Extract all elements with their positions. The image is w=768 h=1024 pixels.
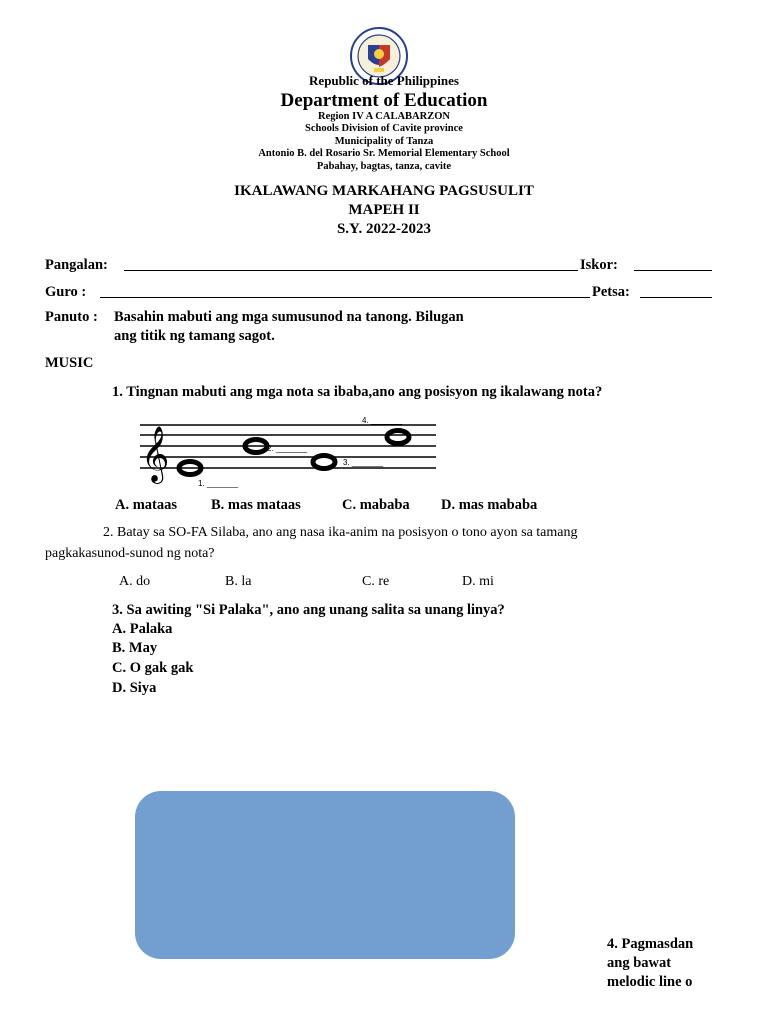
question-4-line3: melodic line o bbox=[607, 974, 693, 990]
question-4-line1: 4. Pagmasdan bbox=[607, 936, 694, 952]
municipality-text: Municipality of Tanza bbox=[334, 136, 434, 147]
department-title: Department of Education bbox=[280, 90, 488, 111]
q1-choice-b[interactable]: B. mas mataas bbox=[211, 497, 301, 513]
question-2-line1: 2. Batay sa SO-FA Silaba, ano ang nasa ika-anim na posisyon o tono ayon sa tamang bbox=[103, 525, 578, 540]
division-text: Schools Division of Cavite province bbox=[305, 123, 463, 134]
q2-choice-b[interactable]: B. la bbox=[225, 574, 252, 589]
q3-choice-a[interactable]: A. Palaka bbox=[112, 621, 173, 637]
question-1-text: 1. Tingnan mabuti ang mga nota sa ibaba,ano ang posisyon ng ikalawang nota? bbox=[112, 384, 603, 400]
instructions-label: Panuto : bbox=[45, 309, 98, 325]
name-label: Pangalan: bbox=[45, 257, 108, 273]
note-label-4: 4. _______ bbox=[362, 416, 403, 425]
note-label-1: 1. _______ bbox=[198, 479, 239, 488]
q2-choice-d[interactable]: D. mi bbox=[462, 574, 494, 589]
q2-choice-a[interactable]: A. do bbox=[119, 574, 151, 589]
score-field[interactable] bbox=[634, 270, 712, 271]
school-year: S.Y. 2022-2023 bbox=[336, 221, 432, 237]
republic-text: Republic of the Philippines bbox=[309, 73, 459, 88]
note-3 bbox=[313, 456, 335, 469]
teacher-field[interactable] bbox=[100, 297, 590, 298]
note-label-2: 2. _______ bbox=[267, 444, 308, 453]
instructions-line2: ang titik ng tamang sagot. bbox=[114, 328, 275, 344]
exam-subject: MAPEH II bbox=[348, 202, 420, 218]
name-field[interactable] bbox=[124, 270, 578, 271]
section-heading: MUSIC bbox=[45, 355, 94, 371]
instructions-line1: Basahin mabuti ang mga sumusunod na tanong. Bilugan bbox=[114, 309, 464, 325]
question-3-text: 3. Sa awiting "Si Palaka", ano ang unang salita sa unang linya? bbox=[112, 602, 505, 618]
question-4-line2: ang bawat bbox=[607, 955, 672, 971]
q1-choice-d[interactable]: D. mas mababa bbox=[441, 497, 538, 513]
q1-choice-a[interactable]: A. mataas bbox=[115, 497, 178, 513]
q3-choice-d[interactable]: D. Siya bbox=[112, 680, 157, 696]
score-label: Iskor: bbox=[580, 257, 618, 273]
teacher-label: Guro : bbox=[45, 284, 87, 300]
q3-choice-b[interactable]: B. May bbox=[112, 640, 158, 656]
q2-choice-c[interactable]: C. re bbox=[362, 574, 390, 589]
school-address: Pabahay, bagtas, tanza, cavite bbox=[316, 161, 452, 172]
treble-clef-icon: 𝄞 bbox=[141, 426, 170, 482]
q1-choice-c[interactable]: C. mababa bbox=[342, 497, 410, 513]
q3-choice-c[interactable]: C. O gak gak bbox=[112, 660, 194, 676]
school-name: Antonio B. del Rosario Sr. Memorial Elementary School bbox=[258, 148, 510, 159]
blue-rounded-box bbox=[135, 791, 515, 959]
question-2-line2: pagkakasunod-sunod ng nota? bbox=[45, 546, 215, 561]
note-4 bbox=[387, 431, 409, 444]
region-text: Region IV A CALABARZON bbox=[318, 111, 450, 122]
exam-title: IKALAWANG MARKAHANG PAGSUSULIT bbox=[234, 183, 534, 199]
note-label-3: 3. _______ bbox=[343, 458, 384, 467]
date-label: Petsa: bbox=[592, 284, 630, 300]
date-field[interactable] bbox=[640, 297, 712, 298]
